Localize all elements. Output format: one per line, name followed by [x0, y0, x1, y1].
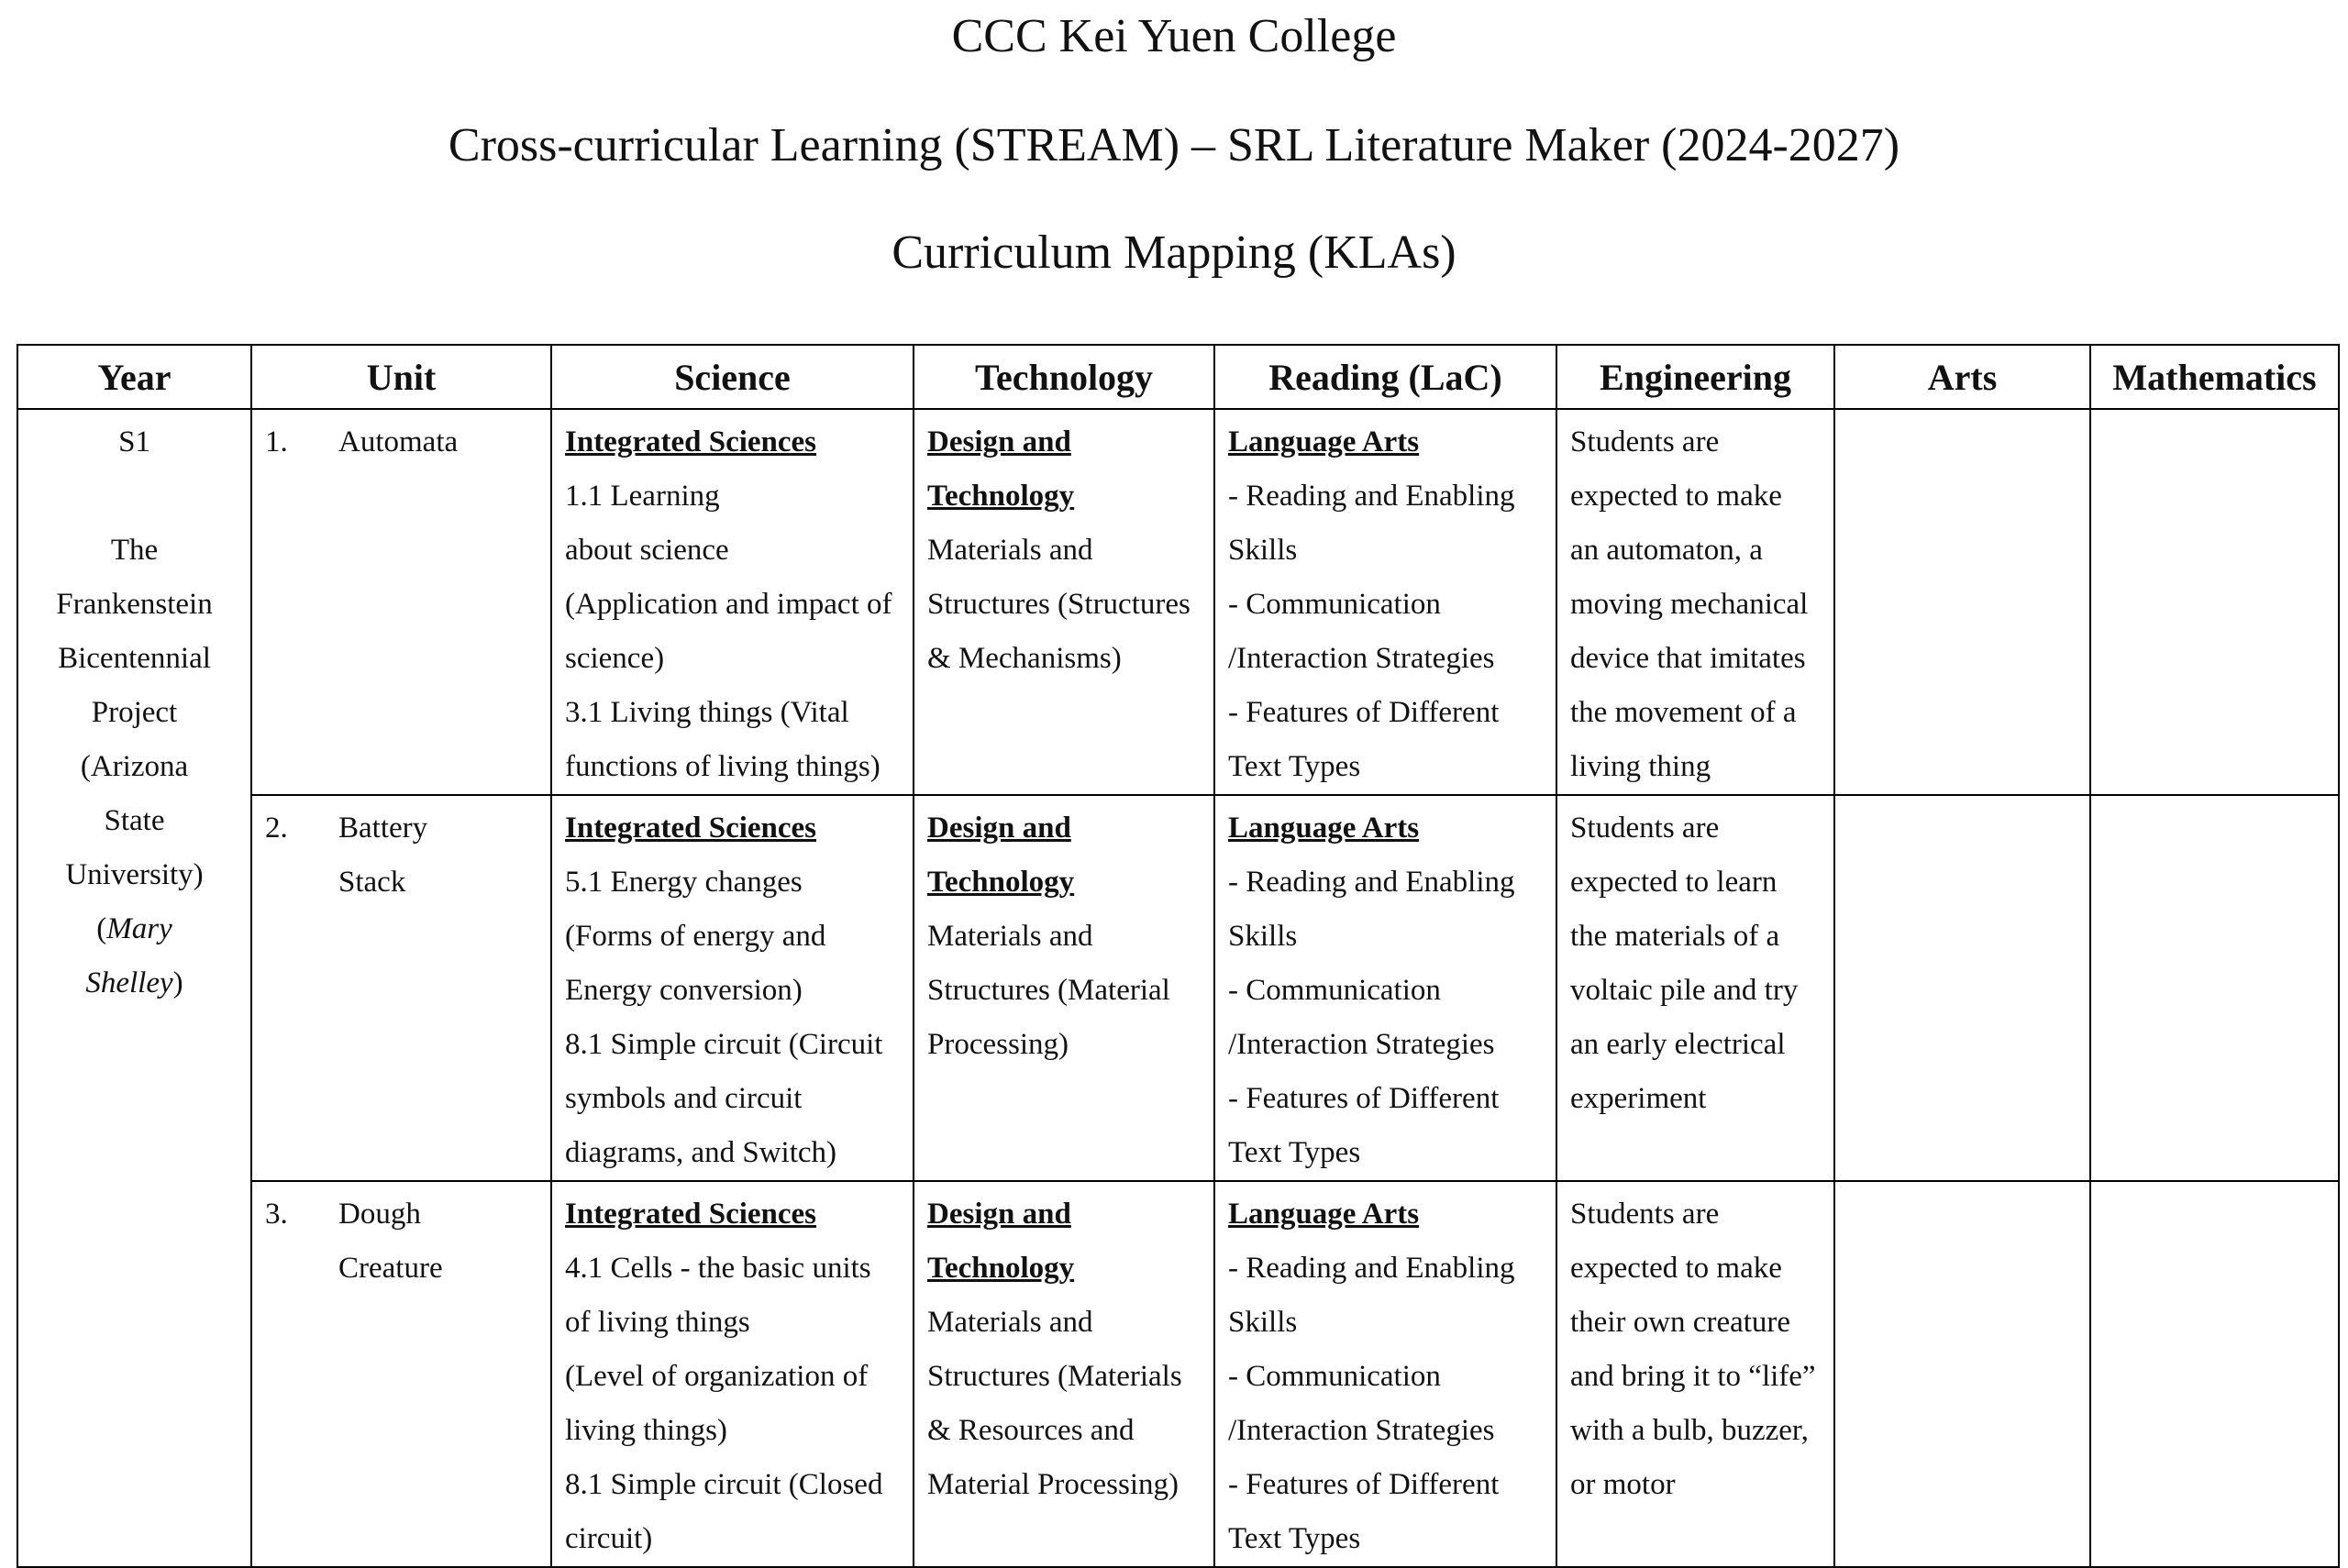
engineering-line: the movement of a	[1570, 696, 1797, 729]
reading-line: /Interaction Strategies	[1228, 1414, 1495, 1447]
unit-cell	[251, 795, 551, 1181]
science-cell	[551, 795, 914, 1181]
science-cell	[551, 409, 914, 795]
reading-line: Text Types	[1228, 1522, 1361, 1555]
unit-number: 3.	[265, 1198, 288, 1231]
reading-heading: Language Arts	[1228, 425, 1420, 458]
technology-line: & Resources and	[927, 1414, 1135, 1447]
mathematics-cell	[2090, 1181, 2339, 1567]
science-line: 5.1 Energy changes	[565, 866, 803, 899]
header-mathematics: Mathematics	[2090, 345, 2339, 409]
engineering-line: expected to make	[1570, 1252, 1782, 1285]
engineering-line: experiment	[1570, 1082, 1707, 1115]
engineering-line: and bring it to “life”	[1570, 1360, 1816, 1393]
year-level: S1	[118, 425, 150, 458]
science-line: of living things	[565, 1306, 750, 1339]
reading-line: Skills	[1228, 920, 1298, 953]
header-row	[17, 345, 2339, 409]
science-line: about science	[565, 534, 729, 567]
technology-line: Structures (Material	[927, 974, 1170, 1007]
technology-heading: Design and	[927, 425, 1071, 458]
technology-line: & Mechanisms)	[927, 642, 1122, 675]
header-engineering: Engineering	[1556, 345, 1834, 409]
science-line: symbols and circuit	[565, 1082, 803, 1115]
technology-line: Structures (Materials	[927, 1360, 1182, 1393]
technology-line: Processing)	[927, 1028, 1069, 1061]
reading-line: Text Types	[1228, 1136, 1361, 1169]
header-unit: Unit	[251, 345, 551, 409]
engineering-line: Students are	[1570, 1198, 1720, 1231]
reading-cell	[1214, 1181, 1556, 1567]
science-line: 1.1 Learning	[565, 480, 720, 513]
unit-name: Battery Stack	[338, 812, 428, 899]
technology-line: Materials and	[927, 1306, 1093, 1339]
reading-heading: Language Arts	[1228, 1198, 1420, 1231]
unit-number: 1.	[265, 425, 288, 458]
technology-heading: Technology	[927, 1252, 1075, 1285]
mathematics-cell	[2090, 795, 2339, 1181]
engineering-line: Students are	[1570, 425, 1720, 458]
author-first-line: (Mary	[96, 912, 172, 945]
engineering-line: an early electrical	[1570, 1028, 1786, 1061]
engineering-line: expected to make	[1570, 480, 1782, 513]
engineering-cell	[1556, 409, 1834, 795]
science-line: 4.1 Cells - the basic units	[565, 1252, 871, 1285]
reading-line: - Features of Different	[1228, 1082, 1500, 1115]
engineering-line: expected to learn	[1570, 866, 1778, 899]
table-row	[17, 1181, 2339, 1567]
engineering-line: voltaic pile and try	[1570, 974, 1799, 1007]
header-year: Year	[17, 345, 251, 409]
author-last-line: Shelley)	[85, 966, 183, 999]
engineering-line: living thing	[1570, 750, 1711, 783]
science-line: 8.1 Simple circuit (Circuit	[565, 1028, 883, 1061]
science-line: (Level of organization of	[565, 1360, 869, 1393]
unit-name: Dough Creature	[338, 1198, 443, 1285]
science-heading: Integrated Sciences	[565, 425, 817, 458]
technology-heading: Design and	[927, 812, 1071, 845]
reading-heading: Language Arts	[1228, 812, 1420, 845]
project-line: Bicentennial	[58, 642, 211, 675]
science-line: functions of living things)	[565, 750, 880, 783]
project-line: University)	[65, 858, 204, 891]
document-title: CCC Kei Yuen College	[951, 10, 1397, 62]
reading-line: - Communication	[1228, 588, 1441, 621]
engineering-line: their own creature	[1570, 1306, 1791, 1339]
science-line: (Forms of energy and	[565, 920, 826, 953]
reading-line: - Features of Different	[1228, 1468, 1500, 1501]
unit-cell	[251, 1181, 551, 1567]
engineering-line: with a bulb, buzzer,	[1570, 1414, 1809, 1447]
project-line: (Arizona	[80, 750, 189, 783]
technology-cell	[914, 1181, 1214, 1567]
engineering-line: moving mechanical	[1570, 588, 1809, 621]
curriculum-mapping-table	[17, 344, 2340, 1568]
science-heading: Integrated Sciences	[565, 1198, 817, 1231]
engineering-line: an automaton, a	[1570, 534, 1763, 567]
header-arts: Arts	[1834, 345, 2090, 409]
document-subtitle: Cross-curricular Learning (STREAM) – SRL Literature Maker (2024-2027)	[448, 119, 1900, 171]
engineering-cell	[1556, 1181, 1834, 1567]
engineering-line: or motor	[1570, 1468, 1676, 1501]
technology-line: Materials and	[927, 534, 1093, 567]
reading-line: - Communication	[1228, 974, 1441, 1007]
technology-heading: Technology	[927, 866, 1075, 899]
header-technology: Technology	[914, 345, 1214, 409]
engineering-line: the materials of a	[1570, 920, 1780, 953]
unit-number: 2.	[265, 812, 288, 845]
reading-line: Skills	[1228, 534, 1298, 567]
science-cell	[551, 1181, 914, 1567]
reading-line: - Communication	[1228, 1360, 1441, 1393]
science-line: circuit)	[565, 1522, 653, 1555]
unit-cell	[251, 409, 551, 795]
technology-heading: Design and	[927, 1198, 1071, 1231]
science-line: diagrams, and Switch)	[565, 1136, 837, 1169]
science-line: (Application and impact of	[565, 588, 892, 621]
project-line: State	[104, 804, 165, 837]
reading-line: /Interaction Strategies	[1228, 642, 1495, 675]
reading-line: - Reading and Enabling	[1228, 866, 1515, 899]
reading-line: - Reading and Enabling	[1228, 480, 1515, 513]
arts-cell	[1834, 409, 2090, 795]
reading-cell	[1214, 795, 1556, 1181]
engineering-line: device that imitates	[1570, 642, 1806, 675]
technology-line: Material Processing)	[927, 1468, 1180, 1501]
technology-cell	[914, 409, 1214, 795]
project-line: Project	[91, 696, 178, 729]
science-line: 8.1 Simple circuit (Closed	[565, 1468, 883, 1501]
engineering-line: Students are	[1570, 812, 1720, 845]
arts-cell	[1834, 795, 2090, 1181]
science-line: science)	[565, 642, 665, 675]
reading-line: Skills	[1228, 1306, 1298, 1339]
arts-cell	[1834, 1181, 2090, 1567]
science-line: 3.1 Living things (Vital	[565, 696, 849, 729]
technology-heading: Technology	[927, 480, 1075, 513]
mathematics-cell	[2090, 409, 2339, 795]
project-line: Frankenstein	[56, 588, 213, 621]
technology-line: Structures (Structures	[927, 588, 1191, 621]
header-reading: Reading (LaC)	[1214, 345, 1556, 409]
reading-line: - Reading and Enabling	[1228, 1252, 1515, 1285]
reading-line: Text Types	[1228, 750, 1361, 783]
header-science: Science	[551, 345, 914, 409]
table-row	[17, 409, 2339, 795]
table-row	[17, 795, 2339, 1181]
document-heading: Curriculum Mapping (KLAs)	[892, 226, 1456, 279]
reading-line: /Interaction Strategies	[1228, 1028, 1495, 1061]
technology-cell	[914, 795, 1214, 1181]
science-line: Energy conversion)	[565, 974, 803, 1007]
reading-cell	[1214, 409, 1556, 795]
science-line: living things)	[565, 1414, 727, 1447]
science-heading: Integrated Sciences	[565, 812, 817, 845]
year-cell	[17, 409, 251, 1567]
unit-name: Automata	[338, 425, 459, 458]
technology-line: Materials and	[927, 920, 1093, 953]
project-line: The	[110, 534, 159, 567]
reading-line: - Features of Different	[1228, 696, 1500, 729]
engineering-cell	[1556, 795, 1834, 1181]
